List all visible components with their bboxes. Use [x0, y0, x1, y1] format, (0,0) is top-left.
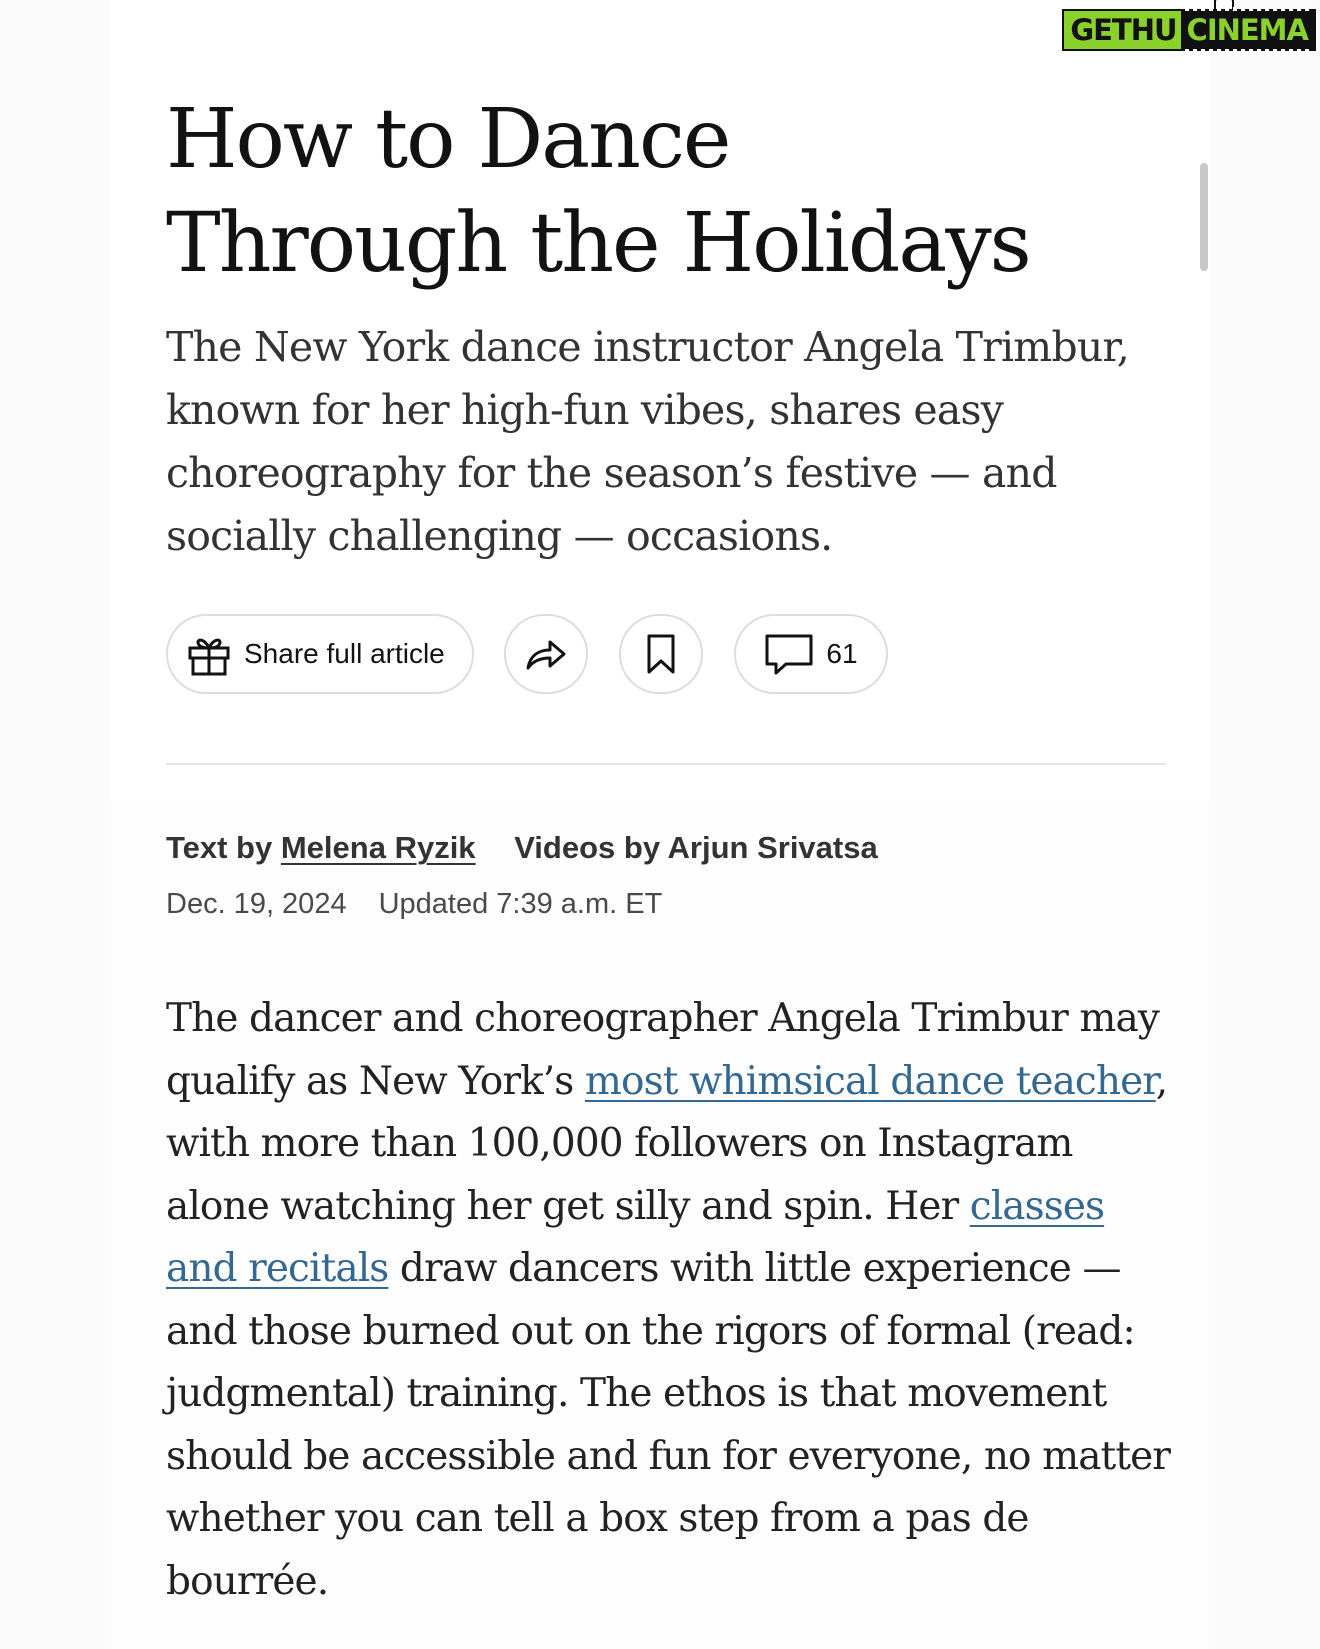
- share-full-article-button[interactable]: [166, 614, 474, 694]
- gift-icon: [186, 631, 232, 677]
- link-classes-and-recitals[interactable]: classes and recitals: [166, 1183, 1105, 1291]
- scrollbar-thumb[interactable]: [1200, 163, 1208, 271]
- share-arrow-icon: [524, 636, 568, 672]
- paragraph-text-3: draw dancers with little experience — and those burned out on the rigors of formal (read: judgmental) training. The ethos is that movement should be accessible and fun for everyone, no matter whether you can tell a box step from a pas de bourrée.: [166, 1246, 1171, 1604]
- publish-date: Dec. 19, 2024: [166, 888, 347, 920]
- dateline: [166, 888, 662, 921]
- comment-bubble-icon: [764, 633, 814, 675]
- link-most-whimsical-dance-teacher[interactable]: most whimsical dance teacher: [584, 1058, 1156, 1104]
- article-headline: [166, 88, 1126, 296]
- right-margin: [1210, 0, 1320, 1649]
- bookmark-icon: [646, 633, 676, 675]
- share-full-article-label: Share full article: [244, 638, 445, 669]
- author-link-melena-ryzik[interactable]: Melena Ryzik: [280, 830, 476, 865]
- videos-by-label: Videos by: [514, 830, 661, 865]
- left-margin: [0, 0, 110, 1649]
- film-strip-icon: [1185, 7, 1312, 11]
- film-strip-icon: [1185, 49, 1312, 53]
- text-by-label: Text by: [166, 830, 273, 865]
- updated-time: Updated 7:39 a.m. ET: [378, 888, 663, 920]
- article-summary: The New York dance instructor Angela Trimbur, known for her high-fun vibes, shares easy choreography for the season’s festive — and socially challenging — occasions.: [166, 323, 1129, 560]
- section-divider: [166, 763, 1166, 765]
- comments-button[interactable]: [734, 614, 888, 694]
- video-author: Arjun Srivatsa: [667, 830, 878, 865]
- article-paragraph: [166, 988, 1176, 1613]
- comment-count: 61: [826, 638, 858, 669]
- paragraph-text-2: , with more than 100,000 followers on Instagram alone watching her get silly and spin. Her: [166, 1058, 1168, 1229]
- paragraph-text-1: The dancer and choreographer Angela Trimbur may qualify as New York’s: [166, 996, 1159, 1104]
- share-button[interactable]: [504, 614, 588, 694]
- byline: [166, 830, 878, 866]
- watermark-part2-text: CINEMA: [1186, 13, 1308, 47]
- watermark-part1: GETHU: [1062, 9, 1180, 51]
- watermark-part2: [1181, 9, 1316, 51]
- headline-line1: How to Dance: [166, 92, 730, 187]
- save-bookmark-button[interactable]: [619, 614, 703, 694]
- watermark-logo: [1062, 8, 1316, 52]
- headline-line2: Through the Holidays: [166, 196, 1030, 291]
